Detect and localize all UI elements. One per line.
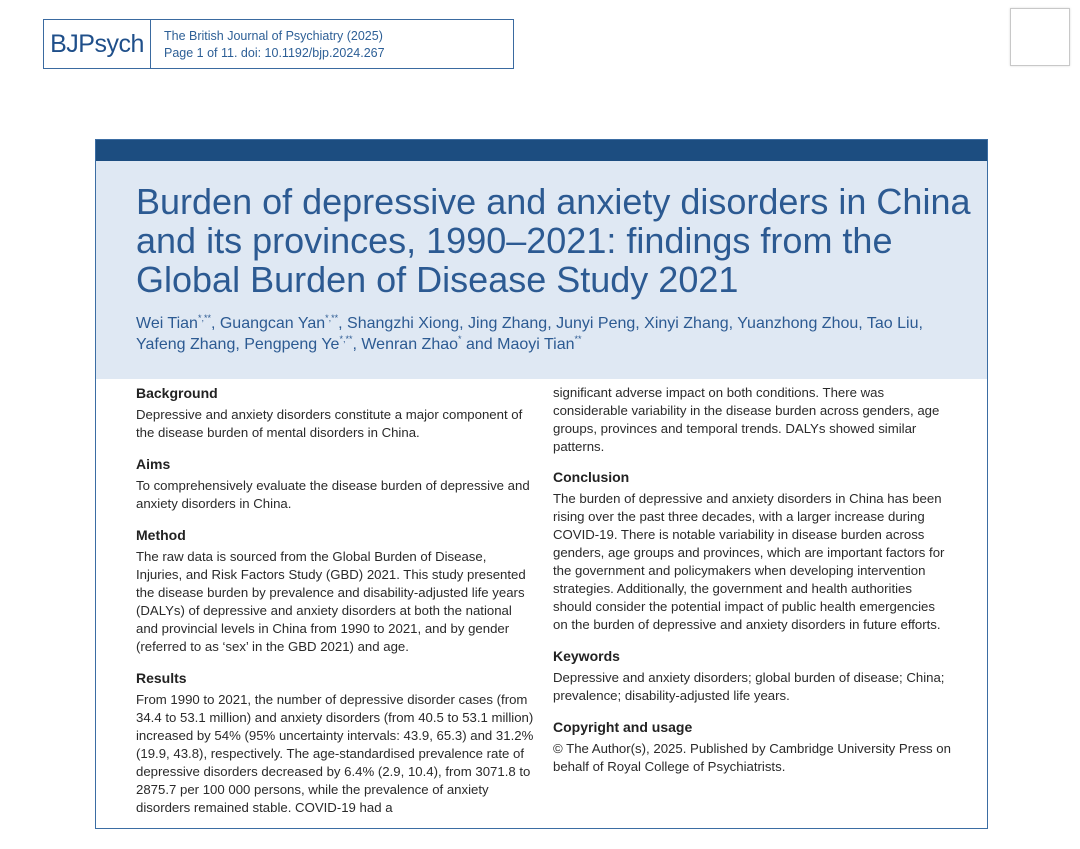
author-separator: , bbox=[635, 315, 645, 332]
author-name[interactable]: Junyi Peng bbox=[556, 315, 636, 332]
author-name[interactable]: Wenran Zhao bbox=[361, 336, 459, 353]
author-affiliation-mark: *,** bbox=[197, 313, 211, 323]
article-title: Burden of depressive and anxiety disorders in China and its provinces, 1990–2021: findings from the Global Burden of Disease Study 2021 bbox=[136, 181, 971, 300]
author-name[interactable]: Shangzhi Xiong bbox=[347, 315, 460, 332]
results-text: From 1990 to 2021, the number of depressive disorder cases (from 34.4 to 53.1 million) and anxiety disorders (from 40.5 to 53.1 million) increased by 54% (95% uncertainty intervals: 43.9, 65.3) and 31.2% (19.9, 43.8), respectively. The age-standardised prevalence rate of depressive disorders decreased by 6.4% (2.9, 10.4), from 3071.8 to 2875.7 per 100 000 persons, while the prevalence of anxiety disorders remained stable. COVID-19 had a bbox=[136, 692, 534, 815]
aims-text: To comprehensively evaluate the disease burden of depressive and anxiety disorders in China. bbox=[136, 478, 530, 511]
logo-psych: Psych bbox=[78, 29, 144, 58]
author-name[interactable]: Pengpeng Ye bbox=[244, 336, 340, 353]
author-separator: , bbox=[210, 315, 220, 332]
method-heading: Method bbox=[136, 527, 186, 543]
author-affiliation-mark: *,** bbox=[339, 334, 353, 344]
copyright-text: © The Author(s), 2025. Published by Cambridge University Press on behalf of Royal College of Psychiatrists. bbox=[553, 741, 951, 774]
author-separator: , bbox=[459, 315, 469, 332]
abstract-right-column bbox=[553, 384, 953, 789]
author-separator: , bbox=[235, 336, 245, 353]
results-heading: Results bbox=[136, 670, 187, 686]
background-text: Depressive and anxiety disorders constitute a major component of the disease burden of mental disorders in China. bbox=[136, 407, 523, 440]
conclusion-text: The burden of depressive and anxiety disorders in China has been rising over the past three decades, with a larger increase during COVID-19. There is notable variability in disease burden across genders, age groups and provinces, which are important factors for the government and policymakers when developing intervention strategies. Additionally, the government and health authorities should consider the potential impact of public health emergencies on the burden of depressive and anxiety disorders in future efforts. bbox=[553, 491, 945, 632]
journal-name: The British Journal of Psychiatry bbox=[164, 29, 344, 43]
journal-header bbox=[43, 19, 514, 69]
author-separator: , bbox=[728, 315, 738, 332]
article-card bbox=[95, 139, 988, 829]
author-name[interactable]: Xinyi Zhang bbox=[644, 315, 729, 332]
abstract-left-column bbox=[136, 384, 534, 830]
keywords-text: Depressive and anxiety disorders; global burden of disease; China; prevalence; disability-adjusted life years. bbox=[553, 670, 945, 703]
copyright-section bbox=[553, 718, 953, 776]
author-name[interactable]: Guangcan Yan bbox=[219, 315, 326, 332]
title-top-bar bbox=[96, 140, 987, 161]
author-separator: and bbox=[461, 336, 498, 353]
author-name[interactable]: Yafeng Zhang bbox=[136, 336, 236, 353]
author-separator: , bbox=[918, 315, 923, 332]
results-continued-text: significant adverse impact on both conditions. There was considerable variability in the disease burden across genders, age groups, provinces and temporal trends. DALYs showed similar patterns. bbox=[553, 385, 940, 454]
author-name[interactable]: Wei Tian bbox=[136, 315, 198, 332]
author-list bbox=[136, 313, 976, 355]
keywords-section bbox=[553, 647, 953, 705]
author-name[interactable]: Maoyi Tian bbox=[497, 336, 575, 353]
keywords-heading: Keywords bbox=[553, 648, 620, 664]
conclusion-heading: Conclusion bbox=[553, 469, 630, 485]
method-section bbox=[136, 526, 534, 656]
author-affiliation-mark: *,** bbox=[325, 313, 339, 323]
journal-year: (2025) bbox=[346, 29, 383, 43]
copyright-heading: Copyright and usage bbox=[553, 719, 693, 735]
page-info: Page 1 of 11. doi: 10.1192/bjp.2024.267 bbox=[164, 46, 385, 60]
method-text: The raw data is sourced from the Global Burden of Disease, Injuries, and Risk Factors Study (GBD) 2021. This study presented the disease burden by prevalence and disability-adjusted life years (DALYs) of depressive and anxiety disorders at both the national and provincial levels in China from 1990 to 2021, and by gender (referred to as ‘sex’ in the GBD 2021) and age. bbox=[136, 549, 526, 654]
aims-section bbox=[136, 455, 534, 513]
author-separator: , bbox=[547, 315, 557, 332]
conclusion-section bbox=[553, 468, 953, 634]
background-section bbox=[136, 384, 534, 442]
author-affiliation-mark: ** bbox=[574, 334, 582, 344]
author-separator: , bbox=[338, 315, 348, 332]
results-section bbox=[136, 669, 534, 817]
author-name[interactable]: Tao Liu bbox=[866, 315, 919, 332]
aims-heading: Aims bbox=[136, 456, 171, 472]
author-name[interactable]: Jing Zhang bbox=[468, 315, 548, 332]
author-name[interactable]: Yuanzhong Zhou bbox=[737, 315, 859, 332]
author-separator: , bbox=[352, 336, 362, 353]
author-affiliation-mark: * bbox=[458, 334, 462, 344]
journal-citation bbox=[164, 28, 385, 62]
author-separator: , bbox=[858, 315, 867, 332]
journal-logo bbox=[44, 20, 151, 68]
logo-bj: BJ bbox=[50, 29, 79, 58]
results-continued-section bbox=[553, 384, 953, 456]
background-heading: Background bbox=[136, 385, 218, 401]
corner-thumbnail[interactable] bbox=[1010, 8, 1070, 66]
